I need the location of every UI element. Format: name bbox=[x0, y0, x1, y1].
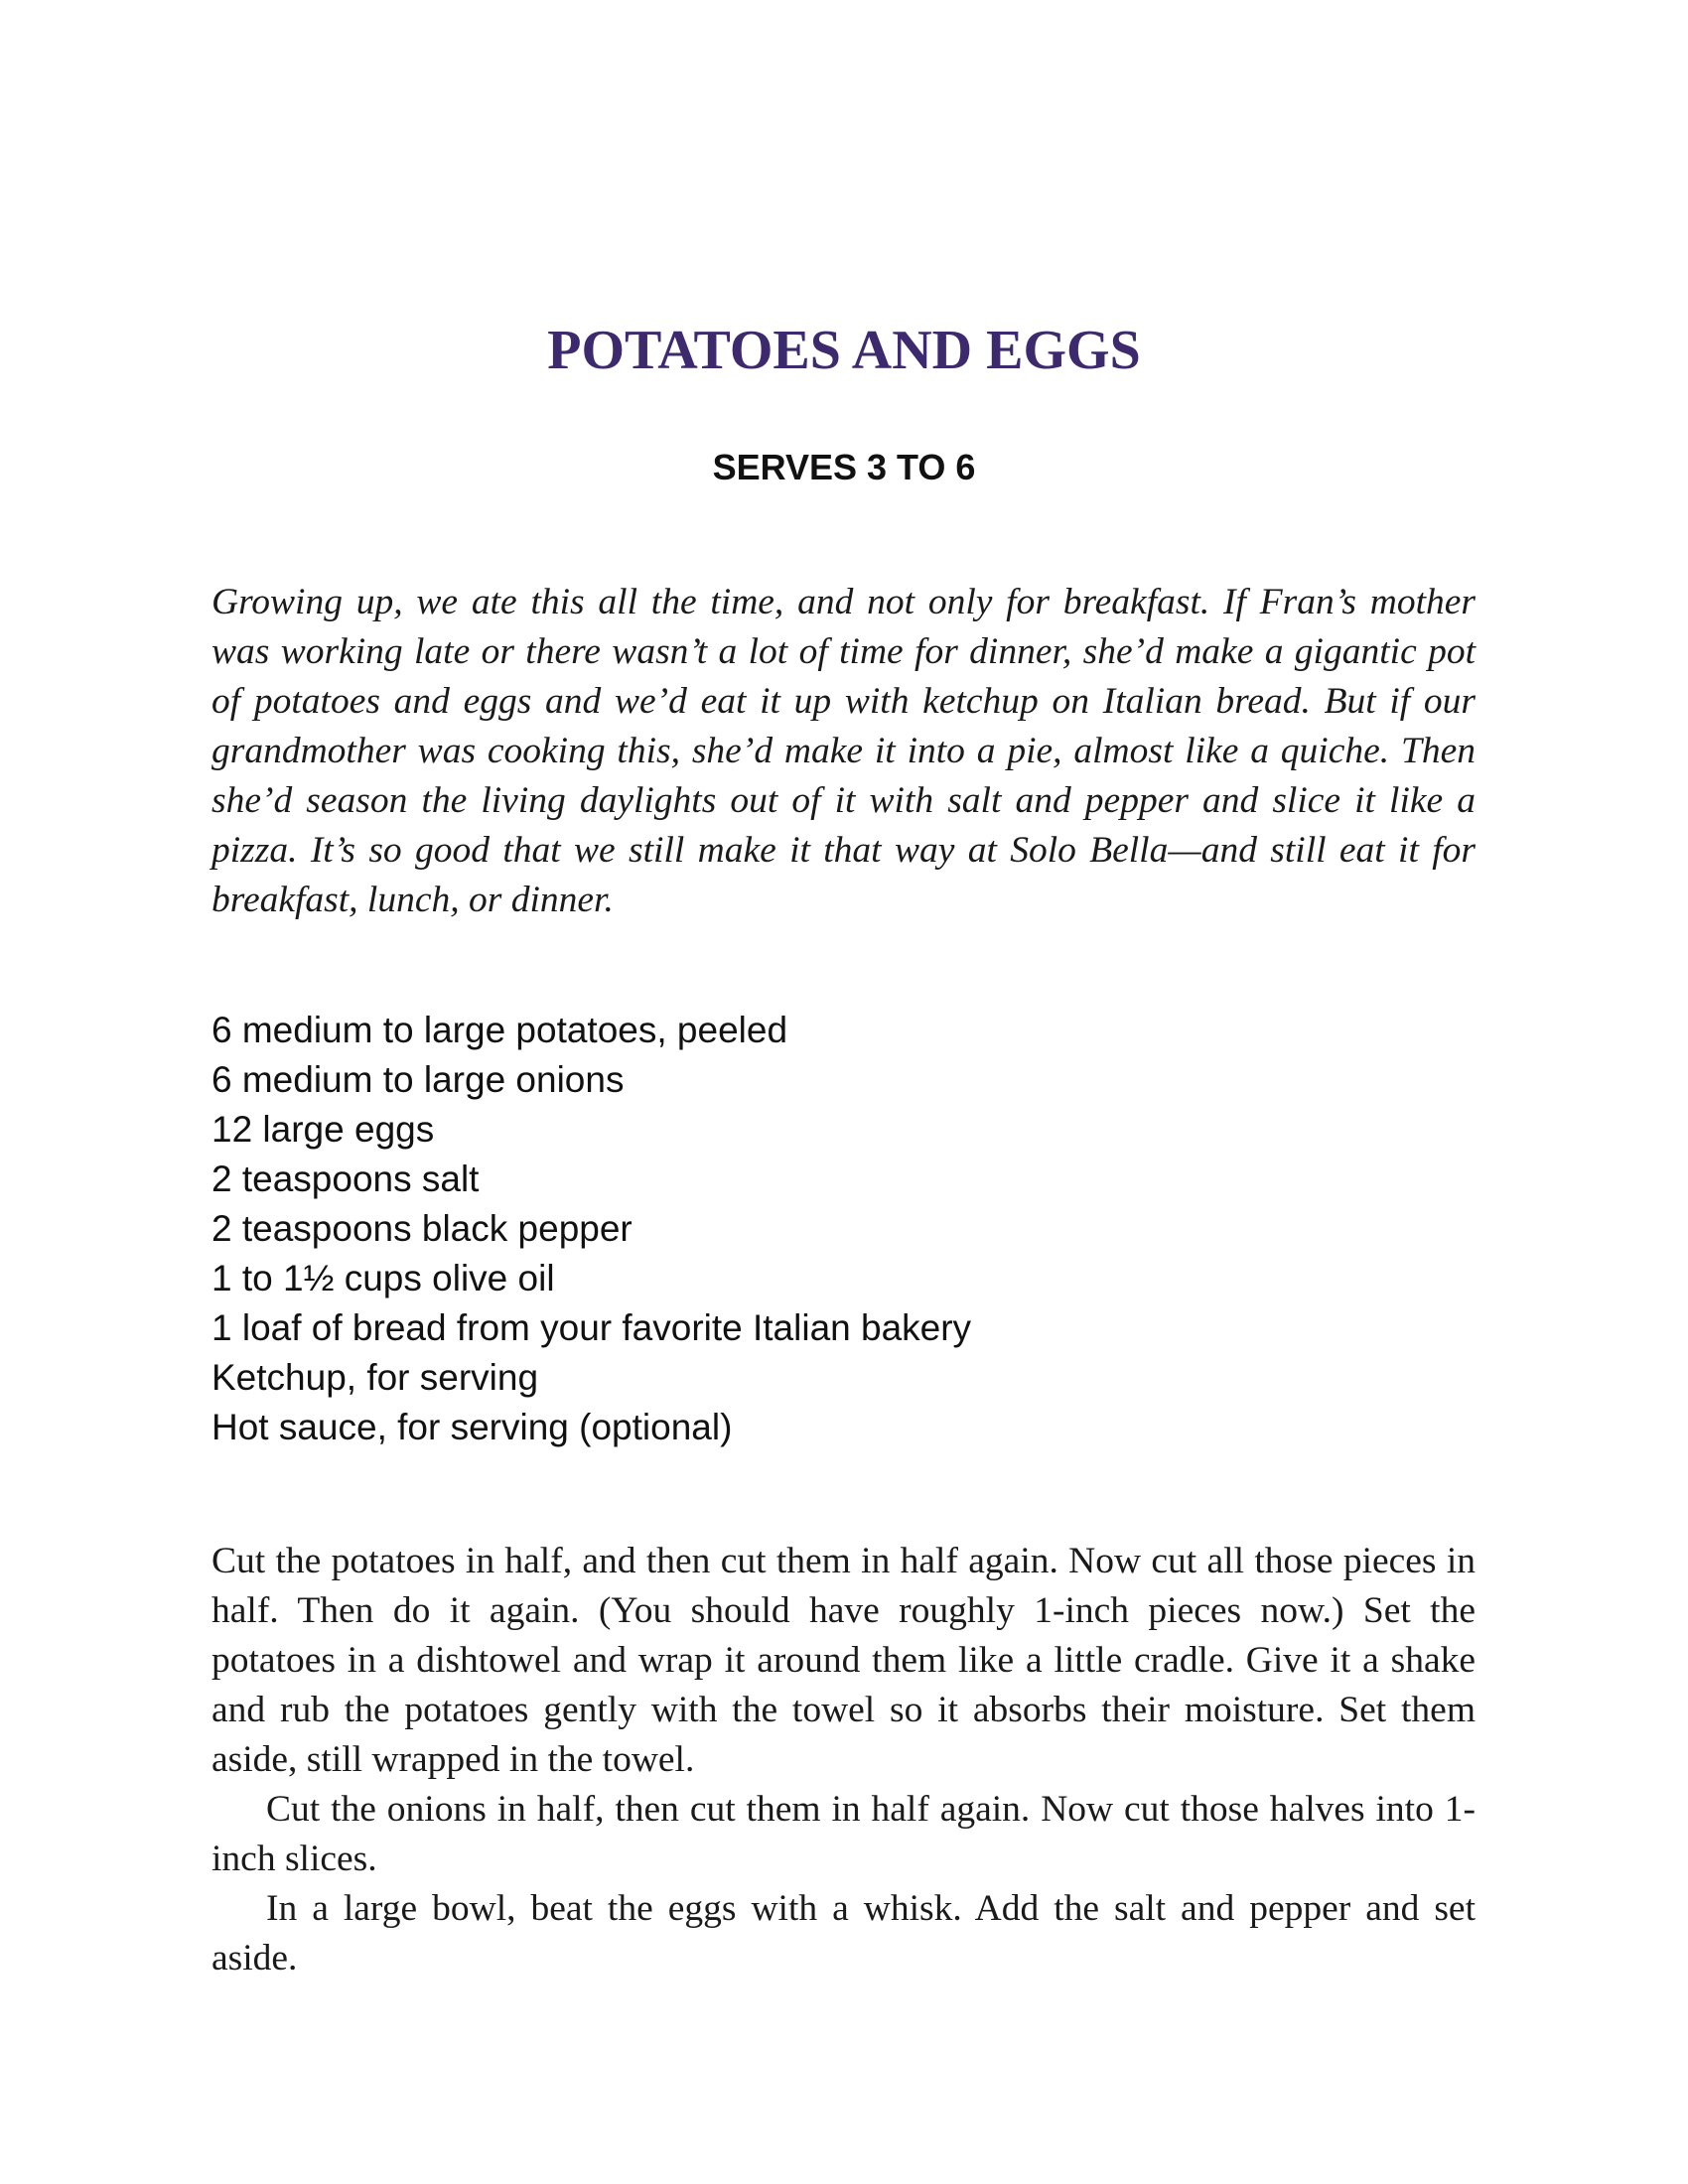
ingredient-item: 6 medium to large potatoes, peeled bbox=[211, 1010, 788, 1050]
recipe-intro: Growing up, we ate this all the time, and not only for breakfast. If Fran’s mother was working late or there wasn’t a lot of time for dinner, she’d make a gigantic pot of potatoes and eggs and we’d eat it up with ketchup on Italian bread. But if our grandmother was cooking this, she’d make it into a pie, almost like a quiche. Then she’d season the living daylights out of it with salt and pepper and slice it like a pizza. It’s so good that we still make it that way at Solo Bella—and still eat it for breakfast, lunch, or dinner. bbox=[211, 582, 1476, 920]
ingredient-item: 1 to 1½ cups olive oil bbox=[211, 1258, 555, 1298]
method-step: Cut the potatoes in half, and then cut them in half again. Now cut all those pieces in half. Then do it again. (You should have roughly 1-inch pieces now.) Set the potatoes in a dishtowel and wrap it around them like a little cradle. Give it a shake and rub the potatoes gently with the towel so it absorbs their moisture. Set them aside, still wrapped in the towel. bbox=[211, 1541, 1476, 1780]
ingredient-item: 12 large eggs bbox=[211, 1109, 435, 1150]
ingredient-item: 1 loaf of bread from your favorite Italian bakery bbox=[211, 1307, 972, 1348]
method-step: Cut the onions in half, then cut them in half again. Now cut those halves into 1-inch slices. bbox=[211, 1789, 1476, 1879]
recipe-title: POTATOES AND EGGS bbox=[547, 320, 1141, 381]
method-section bbox=[211, 1537, 1476, 1983]
ingredient-item: 6 medium to large onions bbox=[211, 1059, 625, 1100]
ingredient-list bbox=[211, 1006, 1476, 1452]
ingredient-item: Hot sauce, for serving (optional) bbox=[211, 1407, 733, 1447]
ingredient-item: 2 teaspoons black pepper bbox=[211, 1208, 633, 1249]
method-step: In a large bowl, beat the eggs with a whisk. Add the salt and pepper and set aside. bbox=[211, 1888, 1476, 1979]
ingredient-item: Ketchup, for serving bbox=[211, 1357, 539, 1398]
ingredient-item: 2 teaspoons salt bbox=[211, 1159, 480, 1199]
serves-heading: SERVES 3 TO 6 bbox=[712, 447, 976, 487]
